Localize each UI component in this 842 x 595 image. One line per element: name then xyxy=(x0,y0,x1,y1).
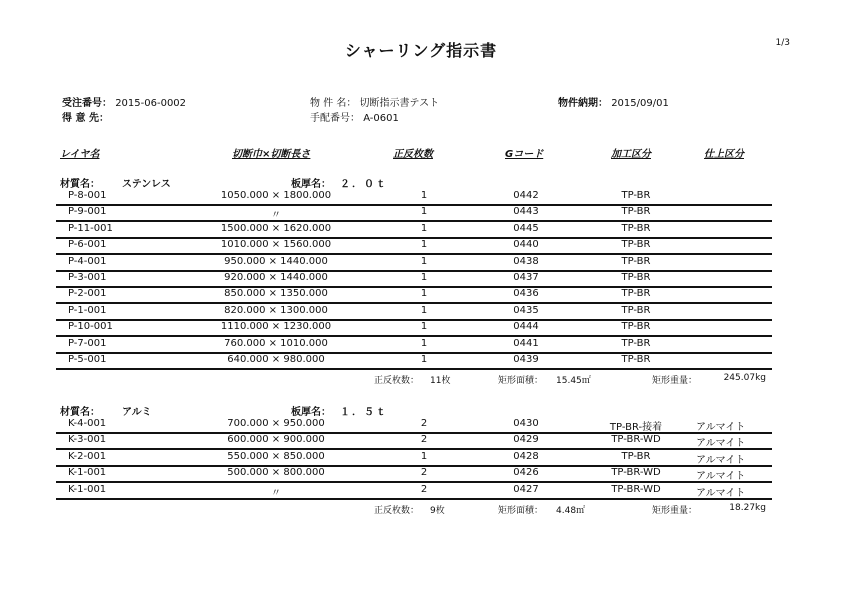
process-type: TP-BR-WD xyxy=(611,483,661,495)
cut-size: 1010.000 × 1560.000 xyxy=(220,239,332,251)
layer-name: P-11-001 xyxy=(68,222,113,234)
cut-size: 600.000 × 900.000 xyxy=(227,434,325,446)
layer-name: K-4-001 xyxy=(68,418,107,429)
finish-type: アルマイト xyxy=(696,438,746,450)
layer-name: P-3-001 xyxy=(68,272,107,283)
g-code: 0444 xyxy=(513,321,539,333)
order-number xyxy=(62,94,186,109)
sheet-qty: 1 xyxy=(420,450,428,462)
summary-qty-label: 正反枚数： xyxy=(374,376,420,387)
table-row xyxy=(56,189,772,206)
delivery-value: 2015/09/01 xyxy=(611,98,669,109)
process-type: TP-BR xyxy=(621,337,651,349)
process-type: TP-BR xyxy=(621,239,651,251)
table-row xyxy=(56,287,772,304)
layer-name: P-6-001 xyxy=(68,239,107,251)
g-code: 0430 xyxy=(513,418,539,429)
sheet-qty: 1 xyxy=(420,337,428,349)
g-code: 0428 xyxy=(513,450,539,462)
process-type: TP-BR xyxy=(621,450,651,462)
cut-size: 〃 xyxy=(271,210,281,222)
material-name-label: 材質名： xyxy=(60,407,100,418)
cut-size: 550.000 × 850.000 xyxy=(227,450,325,462)
table-row xyxy=(56,205,772,222)
g-code: 0438 xyxy=(513,255,539,267)
layer-name: K-1-001 xyxy=(68,467,107,479)
summary-area-label: 矩形面積： xyxy=(498,376,544,387)
table-row xyxy=(56,337,772,354)
col-qty: 正反枚数 xyxy=(393,149,433,160)
sheet-qty: 1 xyxy=(420,190,428,201)
process-type: TP-BR xyxy=(621,222,651,234)
table-row xyxy=(56,417,772,434)
table-row xyxy=(56,483,772,500)
material-name: ステンレス xyxy=(122,179,171,190)
arrange-number xyxy=(310,109,399,124)
summary-qty: 11枚 xyxy=(430,376,451,387)
cut-size: 700.000 × 950.000 xyxy=(227,418,325,429)
process-type: TP-BR xyxy=(621,304,651,316)
table-row xyxy=(56,304,772,321)
g-code: 0439 xyxy=(513,354,539,365)
g-code: 0436 xyxy=(513,288,539,300)
customer-label: 得 意 先： xyxy=(62,113,109,124)
layer-name: P-5-001 xyxy=(68,354,107,365)
g-code: 0443 xyxy=(513,206,539,218)
g-code: 0426 xyxy=(513,467,539,479)
layer-name: K-2-001 xyxy=(68,450,107,462)
document-title: シャーリング指示書 xyxy=(344,41,498,60)
table-row xyxy=(56,450,772,467)
cut-size: 500.000 × 800.000 xyxy=(227,467,325,479)
table-row xyxy=(56,222,772,239)
process-type: TP-BR xyxy=(621,255,651,267)
cut-size: 760.000 × 1010.000 xyxy=(224,337,328,349)
sheet-qty: 1 xyxy=(420,288,428,300)
layer-name: K-1-001 xyxy=(68,483,107,495)
process-type: TP-BR xyxy=(621,206,651,218)
g-code: 0442 xyxy=(513,190,539,201)
item-name xyxy=(310,94,439,109)
summary-qty: 9枚 xyxy=(430,506,445,516)
col-size: 切断巾×切断長さ xyxy=(232,149,311,160)
material-name: アルミ xyxy=(122,407,152,418)
col-finish: 仕上区分 xyxy=(704,149,744,160)
g-code: 0435 xyxy=(513,304,539,316)
g-code: 0445 xyxy=(513,222,539,234)
cut-size: 1110.000 × 1230.000 xyxy=(220,321,332,333)
table-row xyxy=(56,238,772,255)
process-type: TP-BR-WD xyxy=(611,467,661,479)
table-row xyxy=(56,271,772,288)
summary-weight: 245.07kg xyxy=(723,373,766,384)
layer-name: P-1-001 xyxy=(68,304,107,316)
process-type: TP-BR xyxy=(621,354,651,365)
finish-type: アルマイト xyxy=(696,471,746,483)
g-code: 0427 xyxy=(513,483,539,495)
cut-size: 〃 xyxy=(271,487,281,499)
layer-name: P-8-001 xyxy=(68,190,107,201)
layer-name: P-9-001 xyxy=(68,206,107,218)
layer-name: P-10-001 xyxy=(68,321,113,333)
cut-size: 1500.000 × 1620.000 xyxy=(220,222,332,234)
material-name-label: 材質名： xyxy=(60,179,100,190)
cut-size: 1050.000 × 1800.000 xyxy=(220,190,332,201)
sheet-qty: 1 xyxy=(420,354,428,365)
finish-type: アルマイト xyxy=(696,422,746,433)
col-layer: レイヤ名 xyxy=(60,149,100,160)
item-label: 物 件 名： xyxy=(310,98,357,109)
g-code: 0437 xyxy=(513,272,539,283)
item-value: 切断指示書テスト xyxy=(359,98,440,109)
delivery-label: 物件納期： xyxy=(558,98,608,109)
finish-type: アルマイト xyxy=(696,487,746,499)
process-type: TP-BR-接着 xyxy=(609,422,663,433)
table-row xyxy=(56,255,772,272)
layer-name: P-7-001 xyxy=(68,337,107,349)
sheet-qty: 1 xyxy=(420,206,428,218)
process-type: TP-BR xyxy=(621,272,651,283)
arrange-label: 手配番号： xyxy=(310,113,360,124)
summary-qty-label: 正反枚数： xyxy=(374,506,420,516)
summary-weight-label: 矩形重量： xyxy=(652,506,698,516)
sheet-qty: 2 xyxy=(420,483,428,495)
page-number: 1/3 xyxy=(775,38,790,48)
process-type: TP-BR xyxy=(621,190,651,201)
summary-area-label: 矩形面積： xyxy=(498,506,544,516)
sheet-qty: 1 xyxy=(420,222,428,234)
sheet-qty: 1 xyxy=(420,321,428,333)
sheet-qty: 2 xyxy=(420,467,428,479)
delivery-date xyxy=(558,94,669,109)
finish-type: アルマイト xyxy=(696,454,746,466)
sheet-qty: 1 xyxy=(420,272,428,283)
table-row xyxy=(56,466,772,483)
table-row xyxy=(56,433,772,450)
sheet-qty: 1 xyxy=(420,304,428,316)
sheet-qty: 1 xyxy=(420,255,428,267)
cut-size: 920.000 × 1440.000 xyxy=(224,272,328,283)
col-process: 加工区分 xyxy=(611,149,651,160)
cut-size: 950.000 × 1440.000 xyxy=(224,255,328,267)
thickness-label: 板厚名： xyxy=(291,407,331,418)
cut-size: 850.000 × 1350.000 xyxy=(224,288,328,300)
col-gcode: Gコード xyxy=(505,149,544,160)
summary-area: 4.48㎡ xyxy=(556,506,586,516)
arrange-value: A-0601 xyxy=(363,113,399,124)
layer-name: K-3-001 xyxy=(68,434,107,446)
summary-weight: 18.27kg xyxy=(729,503,766,513)
g-code: 0429 xyxy=(513,434,539,446)
summary-weight-label: 矩形重量： xyxy=(652,376,698,387)
g-code: 0440 xyxy=(513,239,539,251)
table-row xyxy=(56,320,772,337)
summary-area: 15.45㎡ xyxy=(556,376,591,387)
thickness-value: １．５ｔ xyxy=(340,407,388,418)
order-value: 2015-06-0002 xyxy=(115,98,187,109)
process-type: TP-BR-WD xyxy=(611,434,661,446)
order-label: 受注番号： xyxy=(62,98,112,109)
cut-size: 640.000 × 980.000 xyxy=(227,354,325,365)
process-type: TP-BR xyxy=(621,321,651,333)
sheet-qty: 2 xyxy=(420,418,428,429)
sheet-qty: 2 xyxy=(420,434,428,446)
thickness-label: 板厚名： xyxy=(291,179,331,190)
process-type: TP-BR xyxy=(621,288,651,300)
sheet-qty: 1 xyxy=(420,239,428,251)
g-code: 0441 xyxy=(513,337,539,349)
layer-name: P-2-001 xyxy=(68,288,107,300)
thickness-value: ２．０ｔ xyxy=(340,179,388,190)
table-row xyxy=(56,353,772,370)
cut-size: 820.000 × 1300.000 xyxy=(224,304,328,316)
layer-name: P-4-001 xyxy=(68,255,107,267)
